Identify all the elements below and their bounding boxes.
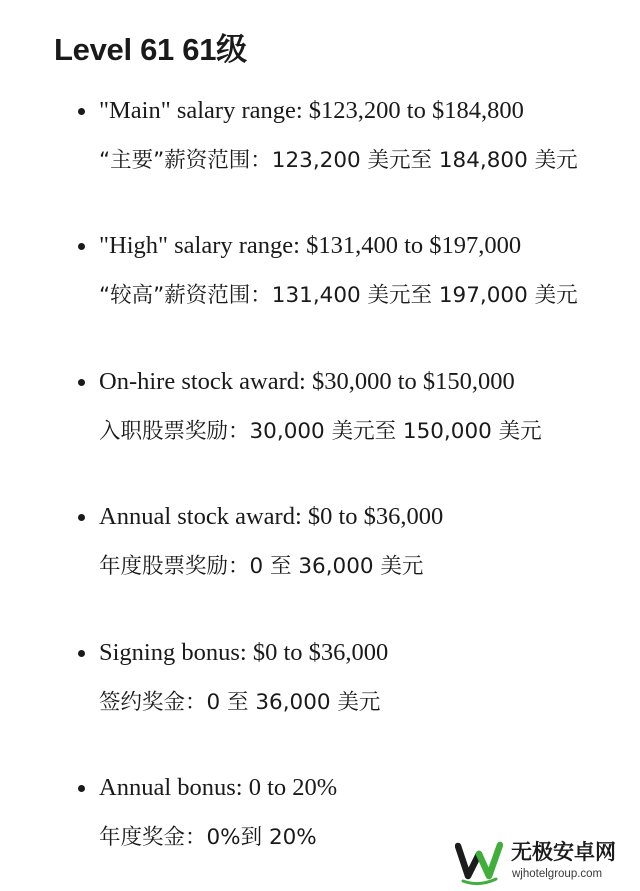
- page-heading: Level 61 61级: [54, 32, 247, 67]
- item-chinese-text: 年度股票奖励：0 至 36,000 美元: [99, 554, 424, 579]
- item-chinese-text: 入职股票奖励：30,000 美元至 150,000 美元: [99, 419, 542, 444]
- wj-logo-icon: [455, 840, 503, 886]
- item-english-text: "Main" salary range: $123,200 to $184,800: [99, 97, 524, 124]
- item-english-text: On-hire stock award: $30,000 to $150,000: [99, 368, 515, 395]
- item-chinese-text: “较高”薪资范围：131,400 美元至 197,000 美元: [99, 283, 578, 308]
- watermark-title: 无极安卓网: [511, 840, 616, 864]
- item-english-text: "High" salary range: $131,400 to $197,000: [99, 232, 522, 259]
- bullet-icon: [78, 785, 85, 792]
- item-chinese-text: “主要”薪资范围：123,200 美元至 184,800 美元: [99, 148, 578, 173]
- item-chinese-text: 签约奖金：0 至 36,000 美元: [99, 690, 381, 715]
- item-english-text: Annual stock award: $0 to $36,000: [99, 503, 444, 530]
- bullet-icon: [78, 243, 85, 250]
- bullet-icon: [78, 379, 85, 386]
- bullet-icon: [78, 514, 85, 521]
- item-english-text: Annual bonus: 0 to 20%: [99, 774, 338, 801]
- item-english-text: Signing bonus: $0 to $36,000: [99, 639, 389, 666]
- bullet-icon: [78, 108, 85, 115]
- site-watermark: [455, 838, 635, 888]
- bullet-icon: [78, 650, 85, 657]
- item-chinese-text: 年度奖金：0%到 20%: [99, 825, 317, 850]
- watermark-url: wjhotelgroup.com: [512, 868, 603, 880]
